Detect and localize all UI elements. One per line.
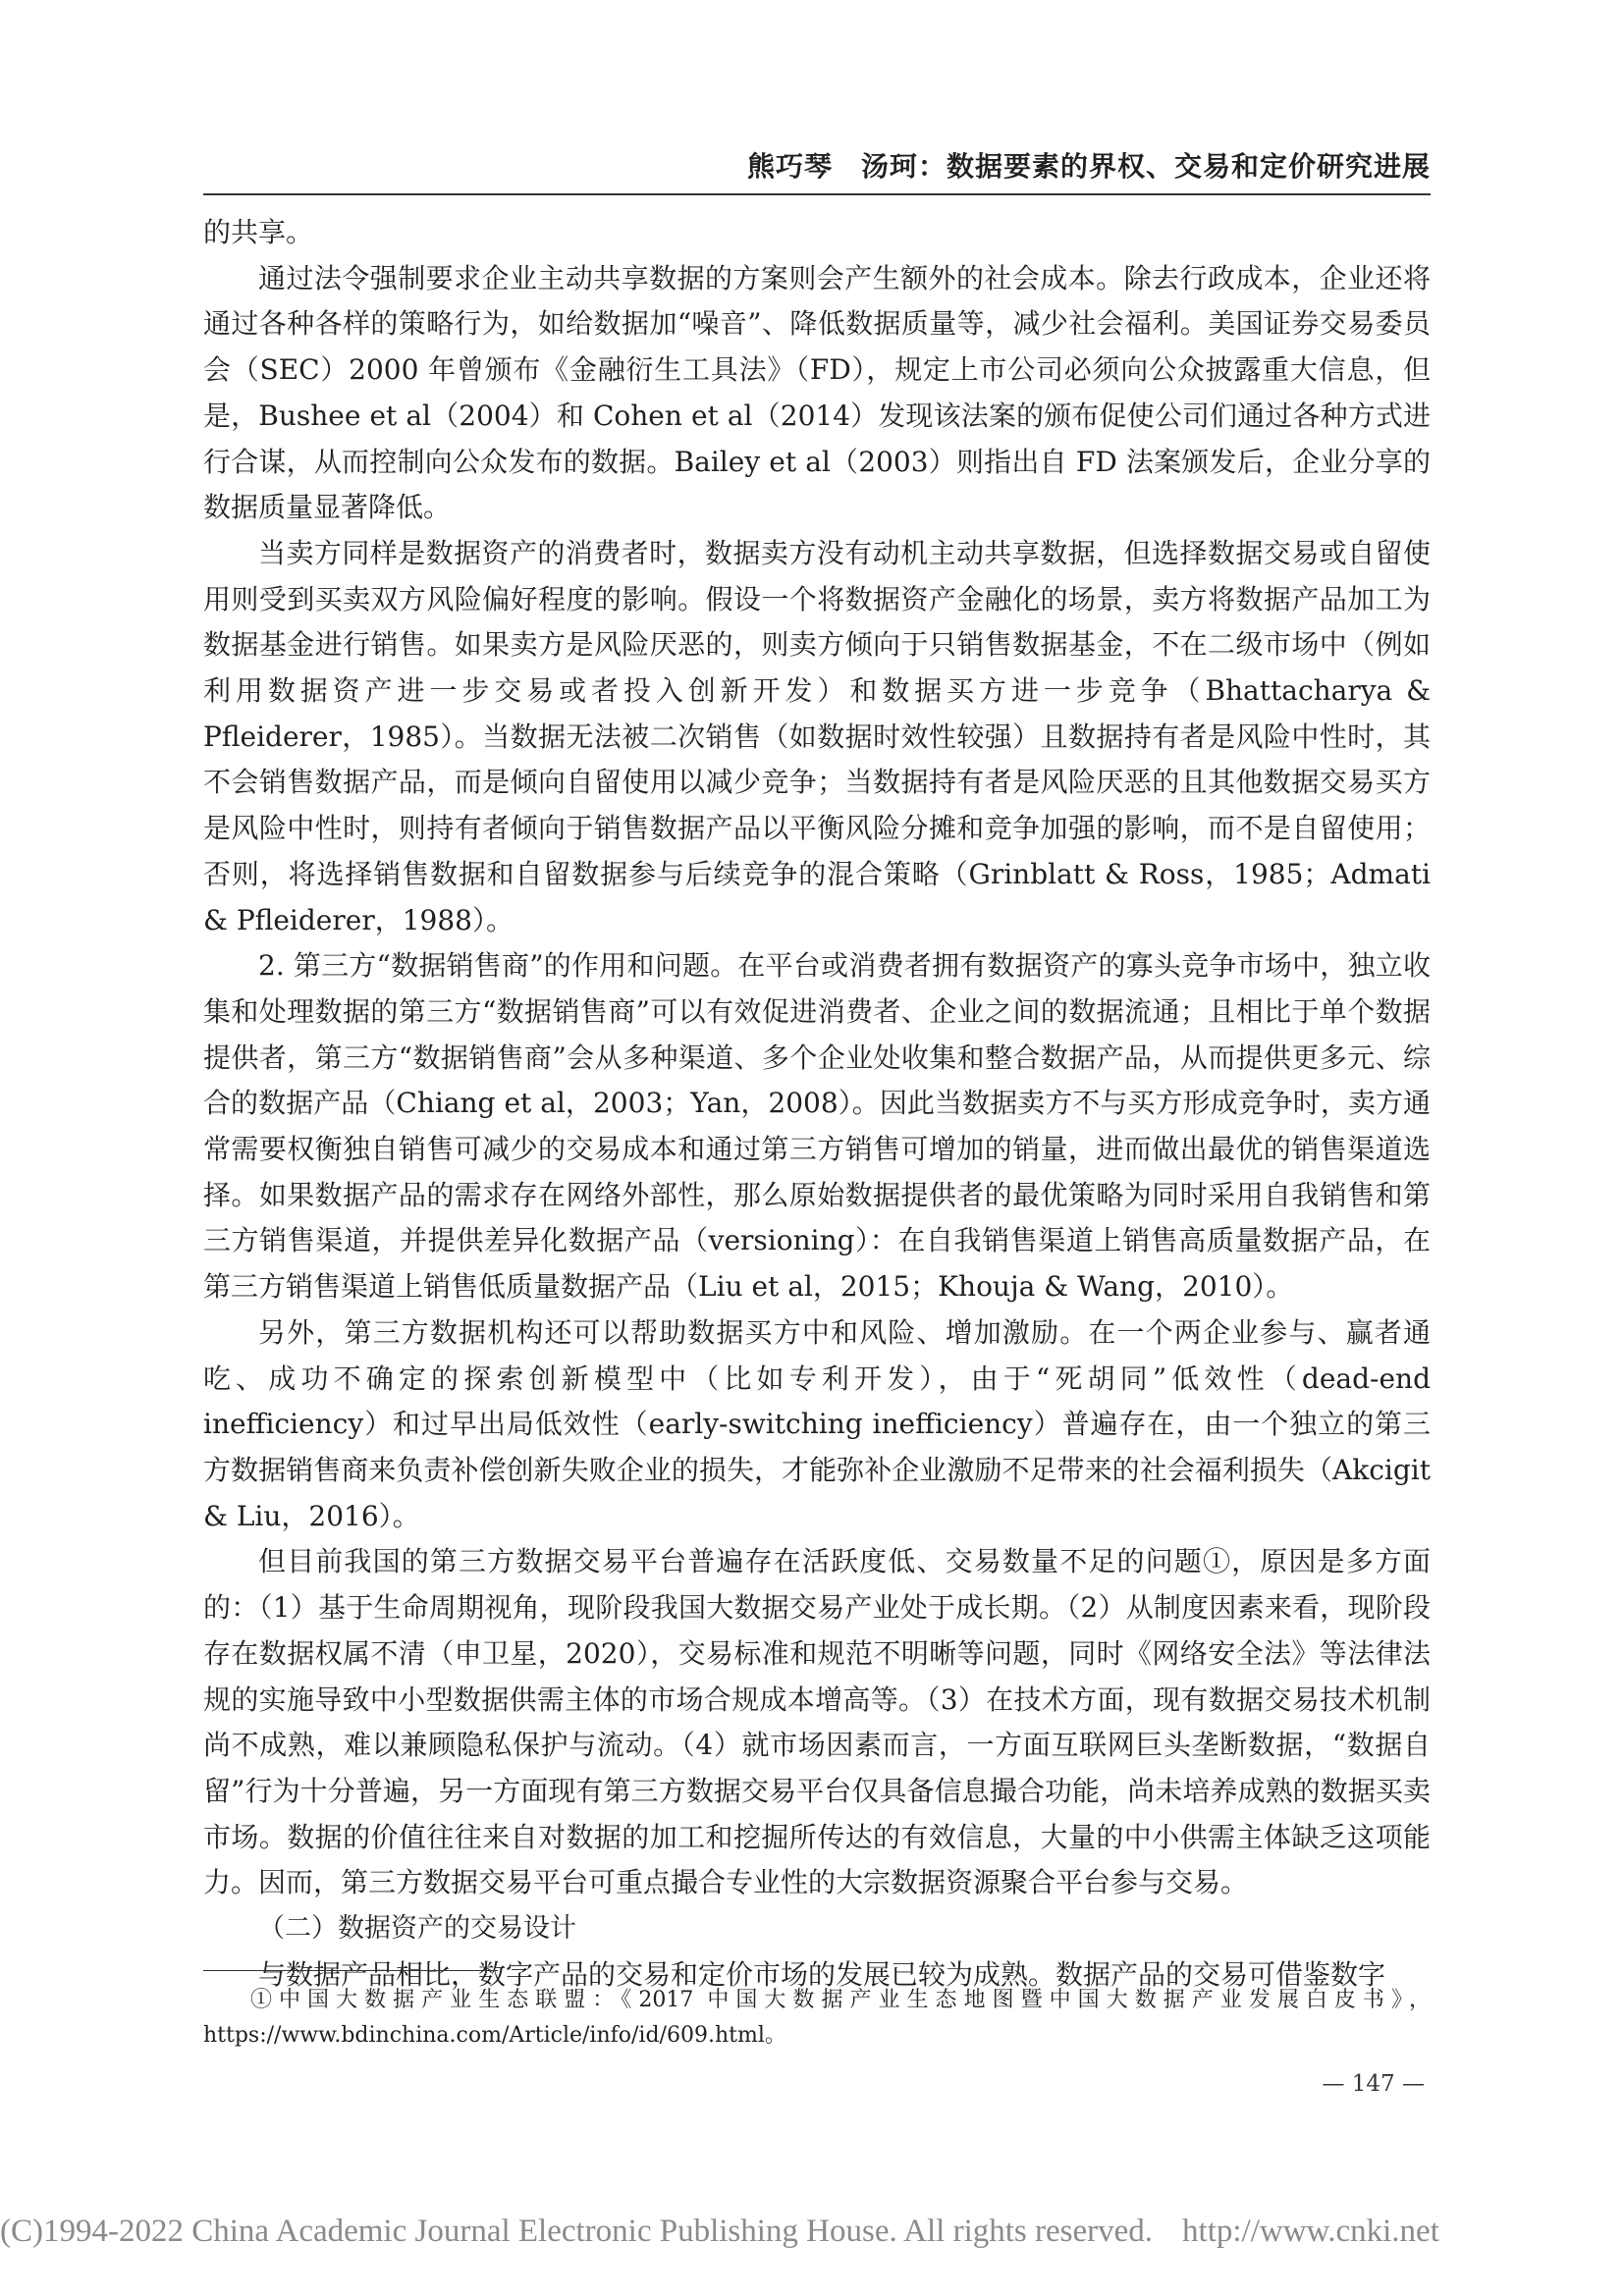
article-body <box>203 210 1431 1998</box>
footnote-rule <box>203 1970 498 1971</box>
paragraph: 当卖方同样是数据资产的消费者时，数据卖方没有动机主动共享数据，但选择数据交易或自留使用则受到买卖双方风险偏好程度的影响。假设一个将数据资产金融化的场景，卖方将数据产品加工为数据基金进行销售。如果卖方是风险厌恶的，则卖方倾向于只销售数据基金，不在二级市场中（例如利用数据资产进一步交易或者投入创新开发）和数据买方进一步竞争（Bhattacharya & Pfleiderer，1985）。当数据无法被二次销售（如数据时效性较强）且数据持有者是风险中性时，其不会销售数据产品，而是倾向自留使用以减少竞争；当数据持有者是风险厌恶的且其他数据交易买方是风险中性时，则持有者倾向于销售数据产品以平衡风险分摊和竞争加强的影响，而不是自留使用；否则，将选择销售数据和自留数据参与后续竞争的混合策略（Grinblatt & Ross，1985；Admati & Pfleiderer，1988）。 <box>203 536 1431 936</box>
copyright-watermark <box>0 2214 1439 2250</box>
footnote: ①中国大数据产业生态联盟：《2017 中国大数据产业生态地图暨中国大数据产业发展白皮书》，https://www.bdinchina.com/Article/info/id/609.html。 <box>203 1988 1431 2048</box>
section-heading: （二）数据资产的交易设计 <box>258 1913 576 1945</box>
running-title: 熊巧琴 汤珂：数据要素的界权、交易和定价研究进展 <box>746 150 1431 183</box>
paragraph: 但目前我国的第三方数据交易平台普遍存在活跃度低、交易数量不足的问题①，原因是多方面的：（1）基于生命周期视角，现阶段我国大数据交易产业处于成长期。（2）从制度因素来看，现阶段存在数据权属不清（申卫星，2020），交易标准和规范不明晰等问题，同时《网络安全法》等法律法规的实施导致中小型数据供需主体的市场合规成本增高等。（3）在技术方面，现有数据交易技术机制尚不成熟，难以兼顾隐私保护与流动。（4）就市场因素而言，一方面互联网巨头垄断数据，“数据自留”行为十分普遍，另一方面现有第三方数据交易平台仅具备信息撮合功能，尚未培养成熟的数据买卖市场。数据的价值往往来自对数据的加工和挖掘所传达的有效信息，大量的中小供需主体缺乏这项能力。因而，第三方数据交易平台可重点撮合专业性的大宗数据资源聚合平台参与交易。 <box>203 1545 1431 1899</box>
copyright-text: (C)1994-2022 China Academic Journal Electronic Publishing House. All rights reserved. <box>0 2214 1154 2249</box>
paragraph: 的共享。 <box>203 216 314 248</box>
paragraph: 通过法令强制要求企业主动共享数据的方案则会产生额外的社会成本。除去行政成本，企业还将通过各种各样的策略行为，如给数据加“噪音”、降低数据质量等，减少社会福利。美国证券交易委员会（SEC）2000 年曾颁布《金融衍生工具法》（FD），规定上市公司必须向公众披露重大信息，但是，Bushee et al（2004）和 Cohen et al（2014）发现该法案的颁布促使公司们通过各种方式进行合谋，从而控制向公众发布的数据。Bailey et al（2003）则指出自 FD 法案颁发后，企业分享的数据质量显著降低。 <box>203 261 1431 524</box>
paragraph: 2. 第三方“数据销售商”的作用和问题。在平台或消费者拥有数据资产的寡头竞争市场中，独立收集和处理数据的第三方“数据销售商”可以有效促进消费者、企业之间的数据流通；且相比于单个数据提供者，第三方“数据销售商”会从多种渠道、多个企业处收集和整合数据产品，从而提供更多元、综合的数据产品（Chiang et al，2003；Yan，2008）。因此当数据卖方不与买方形成竞争时，卖方通常需要权衡独自销售可减少的交易成本和通过第三方销售可增加的销量，进而做出最优的销售渠道选择。如果数据产品的需求存在网络外部性，那么原始数据提供者的最优策略为同时采用自我销售和第三方销售渠道，并提供差异化数据产品（versioning）：在自我销售渠道上销售高质量数据产品，在第三方销售渠道上销售低质量数据产品（Liu et al，2015；Khouja & Wang，2010）。 <box>203 949 1431 1304</box>
page-number: — 147 — <box>1322 2071 1425 2097</box>
watermark-url: http://www.cnki.net <box>1182 2214 1439 2249</box>
paragraph: 另外，第三方数据机构还可以帮助数据买方中和风险、增加激励。在一个两企业参与、赢者通吃、成功不确定的探索创新模型中（比如专利开发），由于“死胡同”低效性（dead-end inefficiency）和过早出局低效性（early-switching inefficiency）普遍存在，由一个独立的第三方数据销售商来负责补偿创新失败企业的损失，才能弥补企业激励不足带来的社会福利损失（Akcigit & Liu，2016）。 <box>203 1315 1431 1532</box>
header-rule <box>203 193 1431 195</box>
paragraph: 与数据产品相比，数字产品的交易和定价市场的发展已较为成熟。数据产品的交易可借鉴数字 <box>258 1957 1386 1991</box>
